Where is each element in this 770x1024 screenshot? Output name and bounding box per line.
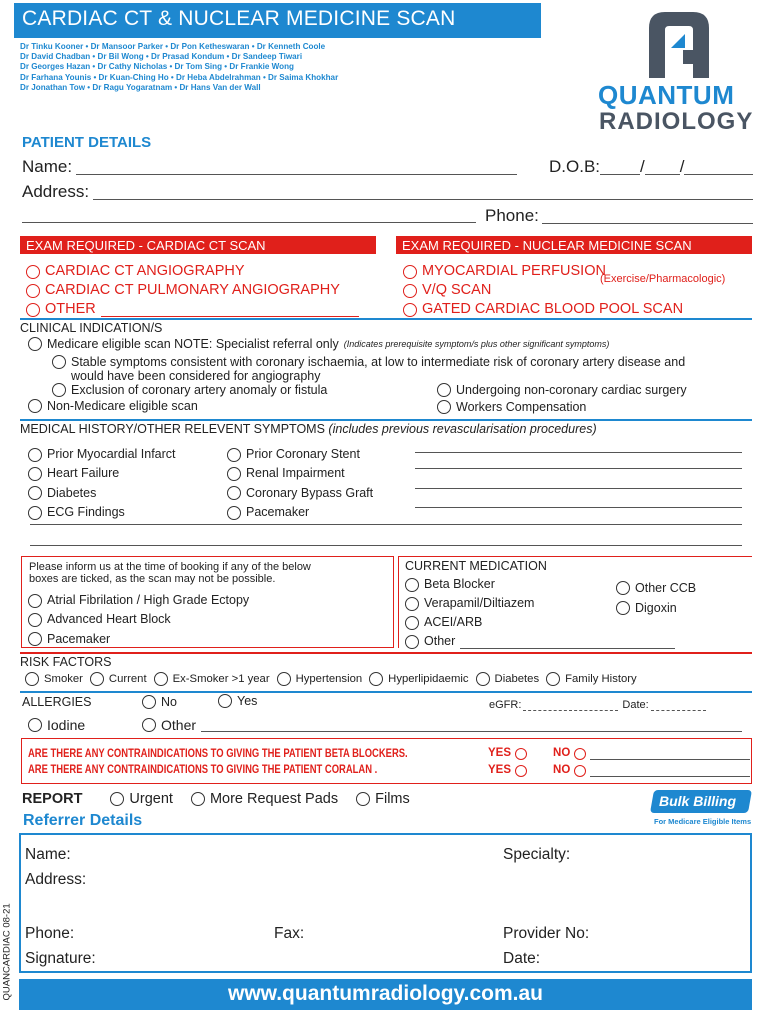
surgery-option[interactable] xyxy=(437,383,687,397)
history-option[interactable] xyxy=(28,445,176,464)
risk-option[interactable] xyxy=(25,672,83,686)
risk-option[interactable] xyxy=(277,672,363,686)
option-label: Other xyxy=(424,634,456,648)
allergy-iodine-option[interactable] xyxy=(28,717,85,733)
option-label: ECG Findings xyxy=(47,504,125,519)
logo-radiology: RADIOLOGY xyxy=(599,108,754,135)
medication-option[interactable] xyxy=(405,632,675,651)
checkbox-icon[interactable] xyxy=(28,467,42,481)
exam-ct-heading: EXAM REQUIRED - CARDIAC CT SCAN xyxy=(20,236,376,254)
option-label: Beta Blocker xyxy=(424,577,495,591)
option-label: Verapamil/Diltiazem xyxy=(424,596,535,610)
form-code: QUANCARDIAC 08-21 xyxy=(1,903,13,1001)
history-heading-text: MEDICAL HISTORY/OTHER RELEVENT SYMPTOMS xyxy=(20,422,325,436)
option-label: Other CCB xyxy=(635,581,697,595)
risk-option[interactable] xyxy=(546,672,637,686)
report-option[interactable] xyxy=(110,791,173,807)
option-label: Workers Compensation xyxy=(456,400,587,414)
history-option[interactable] xyxy=(227,445,373,464)
patient-name-row[interactable] xyxy=(22,157,517,177)
checkbox-icon[interactable] xyxy=(405,616,419,630)
patient-dob-label: D.O.B: xyxy=(549,157,601,176)
bulk-billing-label: Bulk Billing xyxy=(659,793,736,809)
checkbox-icon[interactable] xyxy=(191,792,205,806)
egfr-label: eGFR: xyxy=(489,699,522,711)
checkbox-icon[interactable] xyxy=(142,718,156,732)
option-label: Digoxin xyxy=(635,601,677,615)
history-option[interactable] xyxy=(28,503,176,522)
medication-option[interactable] xyxy=(616,598,696,618)
egfr-date-label: Date: xyxy=(622,699,649,711)
exam-nm-options xyxy=(403,262,683,319)
checkbox-icon[interactable] xyxy=(403,303,417,317)
option-label: Renal Impairment xyxy=(246,466,345,481)
option-label: Yes xyxy=(237,694,258,708)
history-heading xyxy=(20,419,752,436)
checkbox-icon[interactable] xyxy=(227,486,241,500)
referrer-address-label[interactable]: Address: xyxy=(25,871,87,888)
patient-dob-row[interactable] xyxy=(549,157,753,177)
option-label: More Request Pads xyxy=(209,791,339,807)
checkbox-icon[interactable] xyxy=(28,718,42,732)
history-option[interactable] xyxy=(28,484,176,503)
medication-heading: CURRENT MEDICATION xyxy=(405,559,547,573)
option-label: Prior Myocardial Infarct xyxy=(47,447,176,461)
checkbox-icon[interactable] xyxy=(403,265,417,279)
checkbox-icon[interactable] xyxy=(110,792,124,806)
booking-option[interactable] xyxy=(28,591,249,610)
booking-option[interactable] xyxy=(28,610,249,629)
booking-note xyxy=(29,561,311,585)
checkbox-icon[interactable] xyxy=(142,695,156,709)
report-option[interactable] xyxy=(191,791,338,807)
referrer-phone-label[interactable]: Phone: xyxy=(25,925,75,942)
option-label: Pacemaker xyxy=(246,504,310,519)
checkbox-icon[interactable] xyxy=(90,672,104,686)
patient-phone-label: Phone: xyxy=(485,206,539,225)
history-option[interactable] xyxy=(227,503,373,522)
option-label: Exclusion of coronary artery anomaly or fistula xyxy=(71,383,328,397)
checkbox-icon[interactable] xyxy=(25,672,39,686)
bulk-billing-note: For Medicare Eligible Items xyxy=(654,817,752,826)
allergies-heading: ALLERGIES xyxy=(22,695,92,709)
patient-address-row[interactable] xyxy=(22,182,753,202)
dob-month-field[interactable] xyxy=(645,159,680,175)
no-checkbox-icon[interactable] xyxy=(574,748,586,760)
history-notes-line[interactable] xyxy=(30,545,742,546)
option-label: Hyperlipidaemic xyxy=(388,673,469,685)
patient-phone-field[interactable] xyxy=(542,208,753,224)
option-label: Hypertension xyxy=(295,673,363,685)
checkbox-icon[interactable] xyxy=(437,400,451,414)
dob-day-field[interactable] xyxy=(600,159,640,175)
referrer-box xyxy=(19,833,752,973)
checkbox-icon[interactable] xyxy=(405,597,419,611)
yes-checkbox-icon[interactable] xyxy=(515,748,527,760)
contra-notes-field[interactable] xyxy=(590,765,750,777)
checkbox-icon[interactable] xyxy=(356,792,370,806)
option-label: Non-Medicare eligible scan xyxy=(47,399,198,413)
report-heading: REPORT xyxy=(22,791,83,807)
checkbox-icon[interactable] xyxy=(405,578,419,592)
patient-address-label: Address: xyxy=(22,182,90,201)
exclusion-option[interactable] xyxy=(52,383,327,397)
patient-address-field[interactable] xyxy=(93,184,753,200)
dob-slash: / xyxy=(679,157,685,176)
option-label: Undergoing non-coronary cardiac surgery xyxy=(456,383,687,397)
clinical-heading-text: CLINICAL INDICATION/S xyxy=(20,321,163,335)
history-col1 xyxy=(28,445,176,522)
option-label: MYOCARDIAL PERFUSION xyxy=(422,263,606,279)
checkbox-icon[interactable] xyxy=(26,284,40,298)
option-label: Ex-Smoker >1 year xyxy=(172,673,270,685)
risk-option[interactable] xyxy=(476,672,540,686)
option-label: Stable symptoms consistent with coronary ischaemia, at low to intermediate risk of coronary artery disease and xyxy=(71,355,686,369)
checkbox-icon[interactable] xyxy=(476,672,490,686)
booking-options xyxy=(28,591,249,649)
checkbox-icon[interactable] xyxy=(28,448,42,462)
egfr-row[interactable] xyxy=(489,699,706,711)
checkbox-icon[interactable] xyxy=(28,399,42,413)
checkbox-icon[interactable] xyxy=(616,581,630,595)
history-heading-note: (includes previous revascularisation procedures) xyxy=(328,422,597,436)
referrer-heading: Referrer Details xyxy=(23,812,143,829)
egfr-date-field[interactable] xyxy=(651,700,706,711)
option-label: Iodine xyxy=(47,717,86,733)
checkbox-icon[interactable] xyxy=(616,601,630,615)
patient-details-heading: PATIENT DETAILS xyxy=(22,134,152,151)
exam-nm-option[interactable] xyxy=(403,300,683,319)
history-col2 xyxy=(227,445,373,522)
doctor-list: Dr Tinku Kooner • Dr Mansoor Parker • Dr Pon Ketheswaran • Dr Kenneth Coole Dr David Chadban • Dr Bil Wong • Dr Prasad Kondum • Dr Sandeep Tiwari Dr Georges Hazan • Dr Cathy Nicholas • Dr Tom Sing • Dr Frankie Wong Dr Farhana Younis • Dr Kuan-Ching Ho • Dr Heba Abdelrahman • Dr Saima Khokhar Dr Jonathan Tow • Dr Ragu Yogaratnam • Dr Hans Van der Wall xyxy=(20,42,339,92)
exam-ct-option[interactable] xyxy=(26,281,359,300)
contra-questions xyxy=(28,746,408,778)
history-notes-line[interactable] xyxy=(415,468,742,469)
checkbox-icon[interactable] xyxy=(437,383,451,397)
exam-nm-heading: EXAM REQUIRED - NUCLEAR MEDICINE SCAN xyxy=(396,236,752,254)
option-label: Heart Failure xyxy=(47,466,120,481)
history-notes-line[interactable] xyxy=(415,452,742,453)
yes-label: YES xyxy=(488,764,512,776)
allergy-no-option[interactable] xyxy=(142,695,177,709)
option-label: Urgent xyxy=(129,791,173,807)
no-label: NO xyxy=(553,764,571,776)
checkbox-icon[interactable] xyxy=(227,467,241,481)
history-option[interactable] xyxy=(227,464,373,483)
exam-ct-option[interactable] xyxy=(26,300,359,319)
booking-option[interactable] xyxy=(28,630,249,649)
beta-blocker-question: ARE THERE ANY CONTRAINDICATIONS TO GIVING THE PATIENT BETA BLOCKERS. xyxy=(28,748,408,760)
option-label: GATED CARDIAC BLOOD POOL SCAN xyxy=(422,301,684,317)
quantum-logo-icon xyxy=(645,8,713,80)
risk-options xyxy=(25,672,637,686)
option-label: No xyxy=(161,695,177,709)
checkbox-icon[interactable] xyxy=(218,694,232,708)
coralan-question: ARE THERE ANY CONTRAINDICATIONS TO GIVING THE PATIENT CORALAN . xyxy=(28,764,378,776)
egfr-field[interactable] xyxy=(523,700,618,711)
referrer-name-label[interactable]: Name: xyxy=(25,846,71,863)
option-label: CARDIAC CT PULMONARY ANGIOGRAPHY xyxy=(45,282,340,298)
form-title: CARDIAC CT & NUCLEAR MEDICINE SCAN xyxy=(22,7,456,30)
history-option[interactable] xyxy=(227,484,373,503)
checkbox-icon[interactable] xyxy=(28,613,42,627)
checkbox-icon[interactable] xyxy=(546,672,560,686)
exam-ct-options xyxy=(26,262,359,319)
referrer-fax-label[interactable]: Fax: xyxy=(274,925,305,942)
option-label: ACEI/ARB xyxy=(424,615,483,629)
checkbox-icon[interactable] xyxy=(227,448,241,462)
history-notes-line[interactable] xyxy=(415,507,742,508)
history-notes-line[interactable] xyxy=(415,488,742,489)
referrer-specialty-label[interactable]: Specialty: xyxy=(503,846,571,863)
medicare-note: (Indicates prerequisite symptom/s plus other significant symptoms) xyxy=(343,339,610,349)
non-medicare-option[interactable] xyxy=(28,399,198,413)
option-label-cont: would have been considered for angiography xyxy=(71,369,321,383)
risk-option[interactable] xyxy=(154,672,270,686)
option-label: Smoker xyxy=(44,673,83,685)
other-exam-field[interactable] xyxy=(101,303,359,317)
option-label: Films xyxy=(375,791,410,807)
risk-option[interactable] xyxy=(90,672,147,686)
yes-label: YES xyxy=(488,747,512,759)
checkbox-icon[interactable] xyxy=(154,672,168,686)
checkbox-icon[interactable] xyxy=(369,672,383,686)
option-label: Family History xyxy=(565,673,637,685)
referrer-provider-label[interactable]: Provider No: xyxy=(503,925,590,942)
patient-name-label: Name: xyxy=(22,157,73,176)
referrer-date-label[interactable]: Date: xyxy=(503,950,541,967)
allergies-divider xyxy=(20,691,752,693)
medicare-option[interactable] xyxy=(28,337,609,351)
risk-option[interactable] xyxy=(369,672,468,686)
medication-right xyxy=(616,578,696,618)
other-medication-field[interactable] xyxy=(460,635,675,649)
other-allergy-field[interactable] xyxy=(201,718,742,732)
dob-slash: / xyxy=(640,157,645,176)
checkbox-icon[interactable] xyxy=(28,486,42,500)
history-option[interactable] xyxy=(28,464,176,483)
yes-checkbox-icon[interactable] xyxy=(515,765,527,777)
option-label: Medicare eligible scan NOTE: Specialist referral only xyxy=(47,337,339,351)
history-notes-line[interactable] xyxy=(30,524,742,525)
option-label: Other xyxy=(161,717,197,733)
checkbox-icon[interactable] xyxy=(405,635,419,649)
clinical-heading xyxy=(20,318,752,335)
allergy-other-option[interactable] xyxy=(142,717,742,733)
option-label: Current xyxy=(108,673,147,685)
checkbox-icon[interactable] xyxy=(28,506,42,520)
booking-note-line: boxes are ticked, as the scan may not be possible. xyxy=(29,573,276,585)
option-label: Diabetes xyxy=(47,485,97,500)
option-label: V/Q SCAN xyxy=(422,282,492,298)
no-label: NO xyxy=(553,747,571,759)
stable-option[interactable] xyxy=(52,355,685,383)
checkbox-icon[interactable] xyxy=(26,265,40,279)
website-link[interactable]: www.quantumradiology.com.au xyxy=(227,982,544,1005)
perfusion-note: (Exercise/Pharmacologic) xyxy=(600,273,726,285)
allergy-yes-option[interactable] xyxy=(218,694,257,708)
option-label: Advanced Heart Block xyxy=(47,612,171,627)
option-label: Atrial Fibrilation / High Grade Ectopy xyxy=(47,593,250,607)
option-label: Prior Coronary Stent xyxy=(246,447,360,461)
checkbox-icon[interactable] xyxy=(277,672,291,686)
checkbox-icon[interactable] xyxy=(28,337,42,351)
patient-phone-row[interactable] xyxy=(485,206,753,226)
contra-notes-field[interactable] xyxy=(590,748,750,760)
referrer-signature-label[interactable]: Signature: xyxy=(25,950,96,967)
contra-answers xyxy=(488,745,750,779)
checkbox-icon[interactable] xyxy=(403,284,417,298)
report-option[interactable] xyxy=(356,791,410,807)
option-label: CARDIAC CT ANGIOGRAPHY xyxy=(45,263,245,279)
risk-heading-text: RISK FACTORS xyxy=(20,655,112,669)
checkbox-icon[interactable] xyxy=(52,355,66,369)
no-checkbox-icon[interactable] xyxy=(574,765,586,777)
risk-heading xyxy=(20,652,752,669)
patient-name-field[interactable] xyxy=(76,159,517,175)
dob-year-field[interactable] xyxy=(684,159,753,175)
workers-option[interactable] xyxy=(437,400,586,414)
checkbox-icon[interactable] xyxy=(26,303,40,317)
option-label: Diabetes xyxy=(494,673,540,685)
exam-ct-option[interactable] xyxy=(26,262,359,281)
option-label: OTHER xyxy=(45,301,96,317)
checkbox-icon[interactable] xyxy=(227,506,241,520)
checkbox-icon[interactable] xyxy=(52,383,66,397)
patient-address-line2[interactable] xyxy=(22,222,476,223)
option-label: Pacemaker xyxy=(47,631,111,646)
checkbox-icon[interactable] xyxy=(28,594,42,608)
logo-quantum: QUANTUM xyxy=(598,80,735,110)
medication-option[interactable] xyxy=(616,578,696,598)
report-row xyxy=(22,791,410,807)
checkbox-icon[interactable] xyxy=(28,632,42,646)
booking-note-line: Please inform us at the time of booking if any of the below xyxy=(29,561,311,573)
option-label: Coronary Bypass Graft xyxy=(246,485,374,500)
